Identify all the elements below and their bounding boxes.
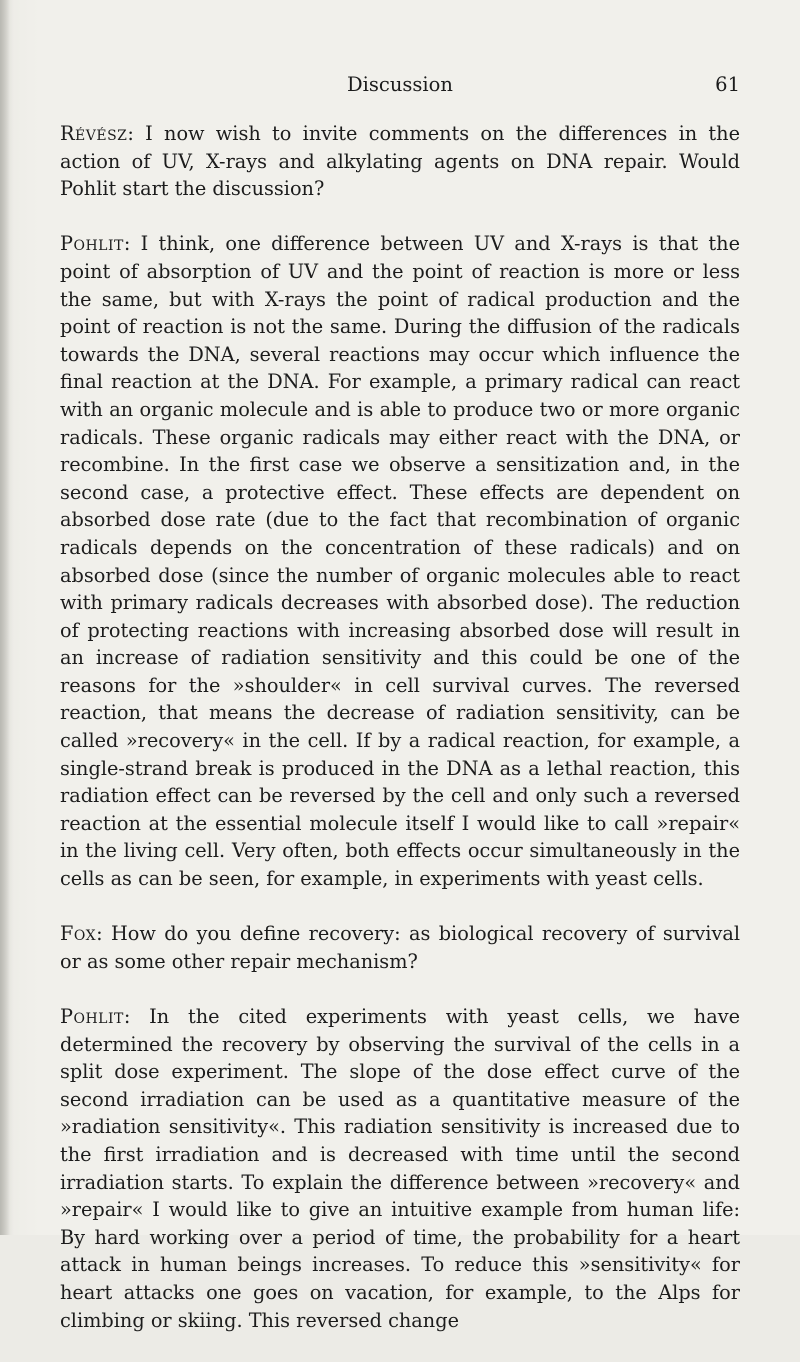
discussion-text <box>60 120 740 1362</box>
speaker-name: Pohlit <box>60 1005 124 1028</box>
running-title: Discussion <box>347 73 453 96</box>
page-number: 61 <box>715 73 740 96</box>
paragraph-revesz <box>60 120 740 203</box>
speaker-name: Révész <box>60 122 128 145</box>
paragraph-text: : In the cited experiments with yeast cells, we have determined the recovery by observing the survival of the cells in a split dose experiment. The slope of the dose effect curve of the second irradiation can be used as a quantitative measure of the »radiation sensitivity«. This radiation sensitivity is increased due to the first irradiation and is decreased with time until the second irradiation starts. To explain the difference between »recovery« and »repair« I would like to give an intuitive example from human life: By hard working over a period of time, the probability for a heart attack in human beings increases. To reduce this »sensitivity« for heart attacks one goes on vacation, for example, to the Alps for climbing or skiing. This reversed change <box>60 1005 740 1332</box>
paragraph-pohlit-1 <box>60 230 740 892</box>
paragraph-text: : How do you define recovery: as biological recovery of survival or as some other repair mechanism? <box>60 922 740 973</box>
speaker-name: Pohlit <box>60 232 124 256</box>
page-edge-shadow <box>0 0 10 1235</box>
paragraph-pohlit-2 <box>60 1003 740 1334</box>
paragraph-text: : I now wish to invite comments on the differences in the action of UV, X-rays and alkylating agents on DNA repair. Would Pohlit start the discussion? <box>60 122 740 201</box>
running-header <box>60 73 740 103</box>
speaker-name: Fox <box>60 922 97 946</box>
paragraph-text: : I think, one difference between UV and X-rays is that the point of absorption of UV and the point of reaction is more or less the same, but with X-rays the point of radical production and the point of reaction is not the same. During the diffusion of the radicals towards the DNA, several reactions may occur which influence the final reaction at the DNA. For example, a primary radical can react with an organic molecule and is able to produce two or more organic radicals. These organic radicals may either react with the DNA, or recombine. In the first case we observe a sensitization and, in the second case, a protective effect. These effects are dependent on absorbed dose rate (due to the fact that recombination of organic radicals depends on the concentration of these radicals) and on absorbed dose (since the number of organic molecules able to react with primary radicals decreases with absorbed dose). The reduction of protecting reactions with increasing absorbed dose will result in an increase of radiation sensitivity and this could be one of the reasons for the »shoulder« in cell survival curves. The reversed reaction, that means the decrease of radiation sensitivity, can be called »recovery« in the cell. If by a radical reaction, for example, a single-strand break is produced in the DNA as a lethal reaction, this radiation effect can be reversed by the cell and only such a reversed reaction at the essential molecule itself I would like to call »repair« in the living cell. Very often, both effects occur simultaneously in the cells as can be seen, for example, in experiments with yeast cells. <box>60 232 740 891</box>
paragraph-fox <box>60 920 740 975</box>
